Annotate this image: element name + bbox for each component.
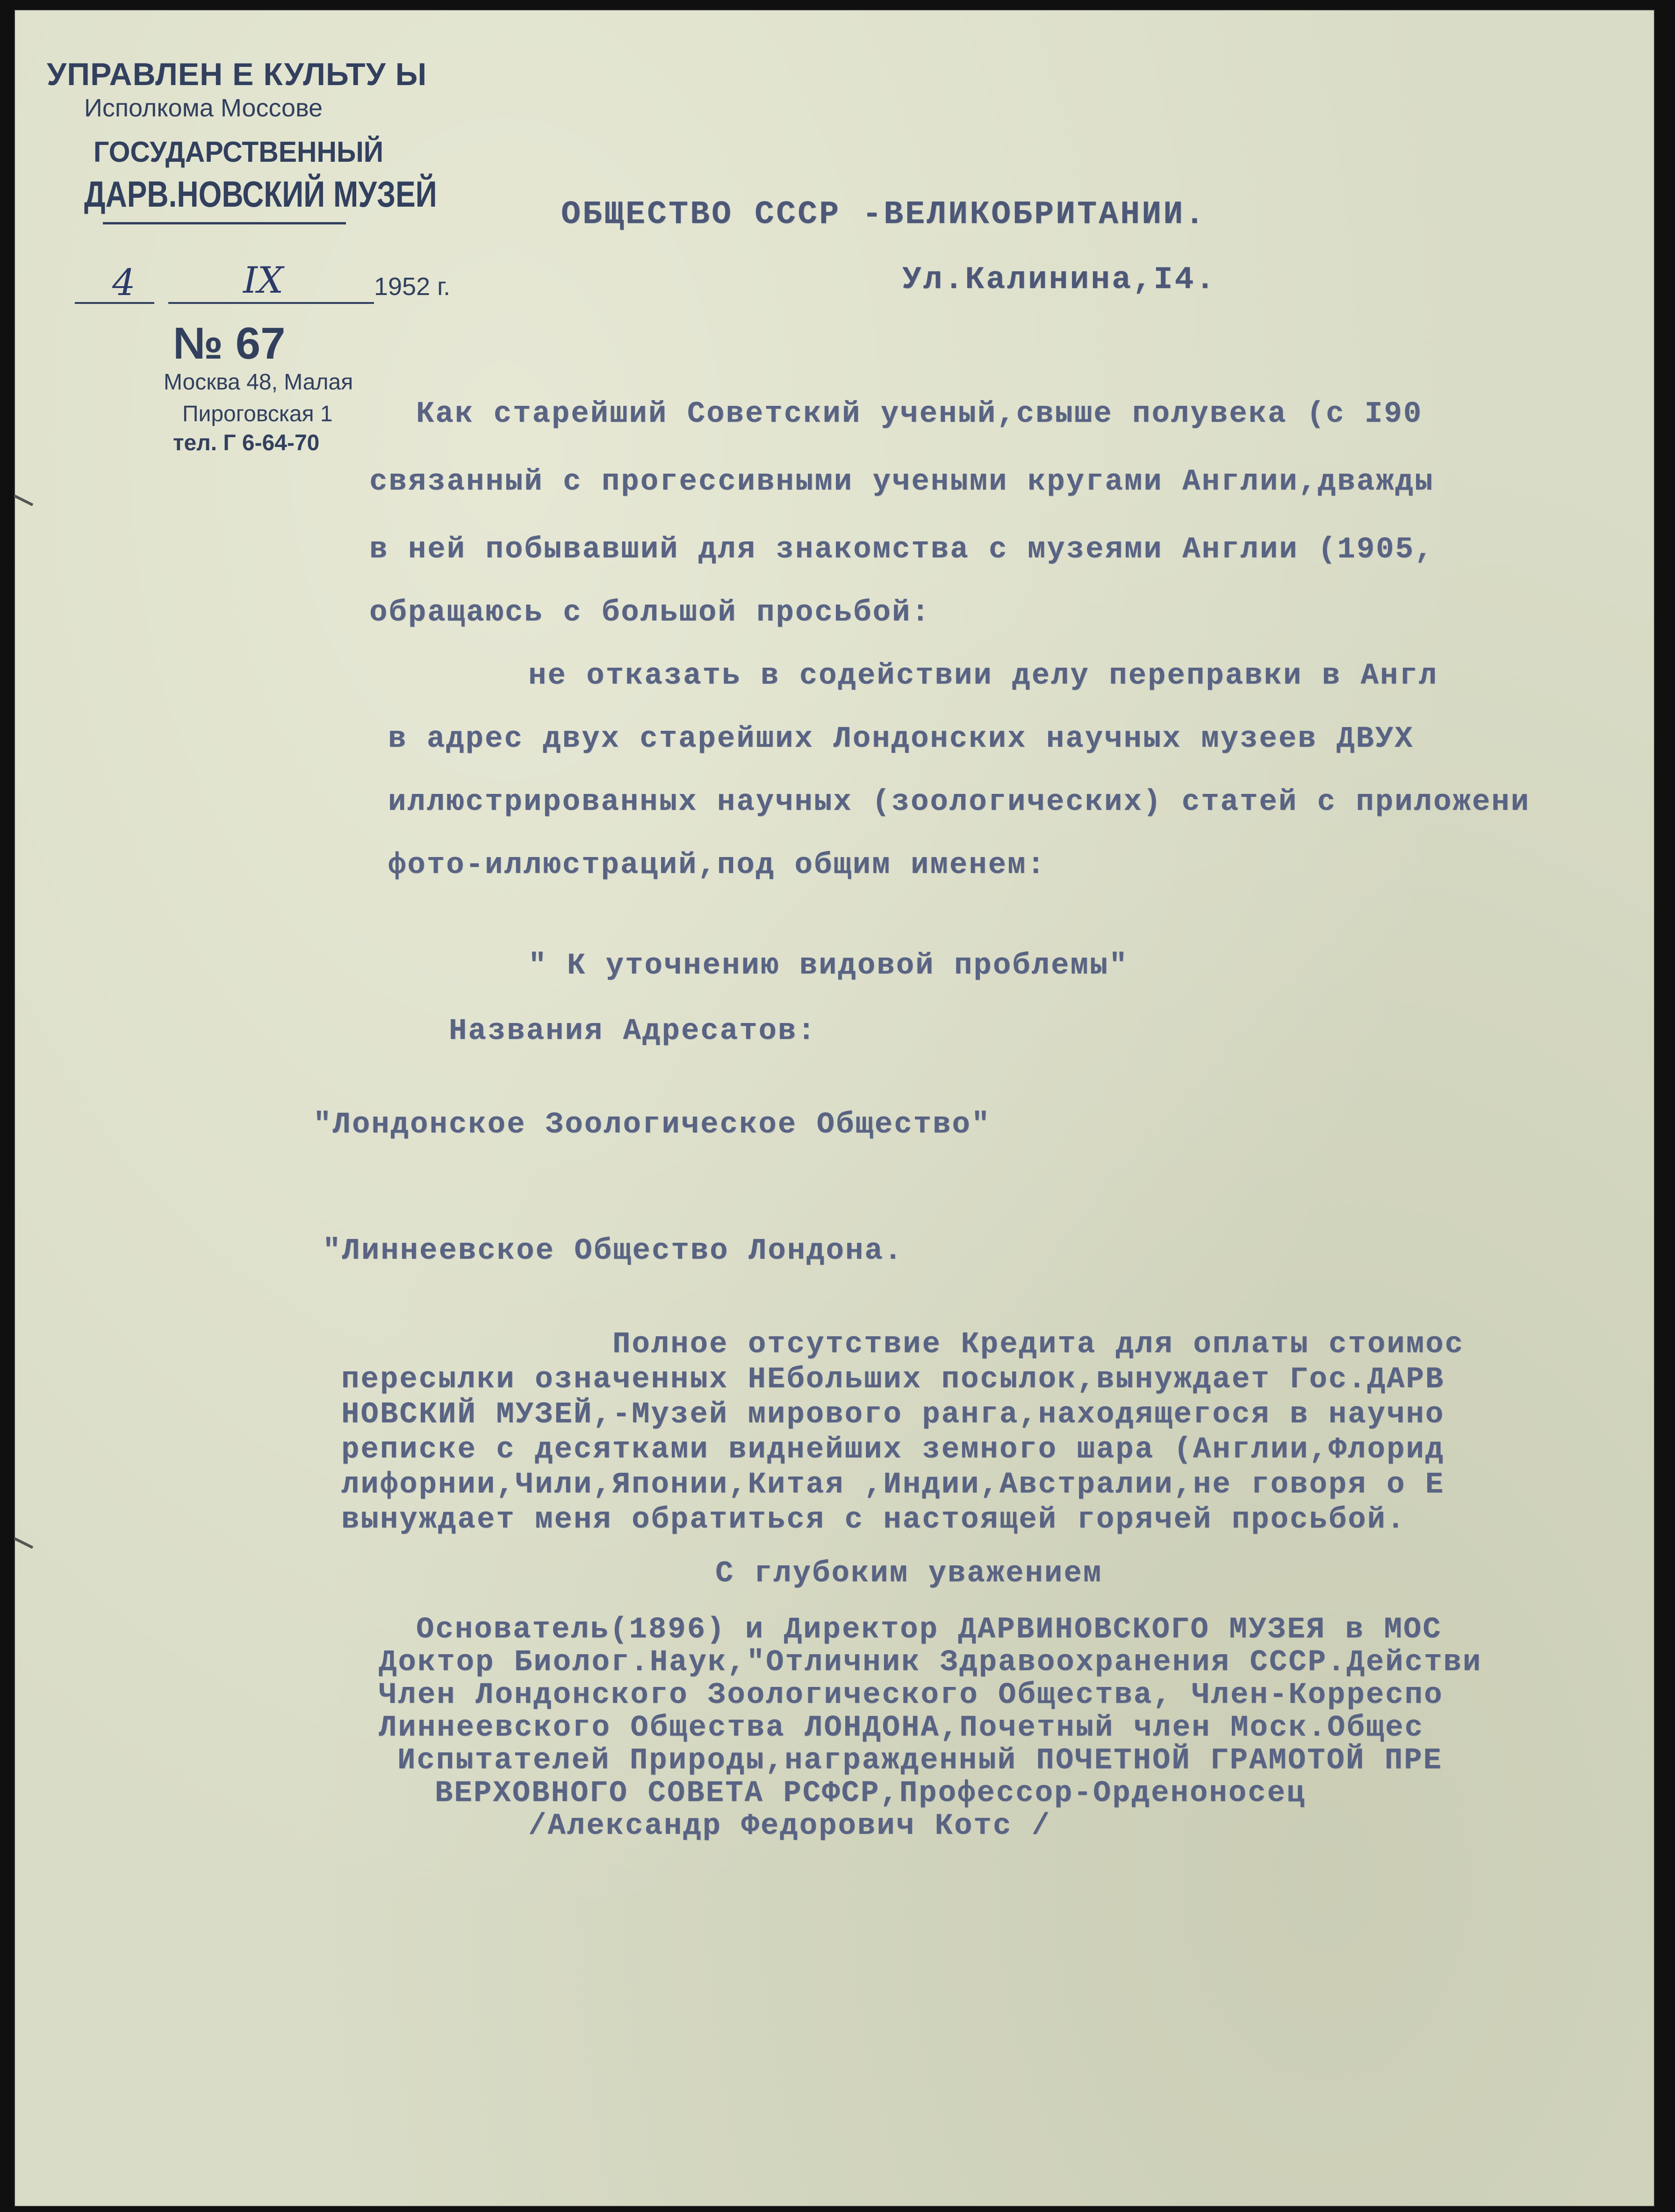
stamp-number-text: № 67 [173, 318, 286, 368]
stamp-address-1: Москва 48, Малая [164, 370, 353, 395]
paragraph-1-line-1: Как старейший Советский ученый,свыше полувека (с I90 [416, 397, 1423, 431]
stamp-line-4: ДАРВ.НОВСКИЙ МУЗЕЙ [84, 173, 437, 215]
paragraph-1-line-2: связанный с прогессивными учеными кругами Англии,дважды [369, 465, 1434, 499]
signature-line-3: Член Лондонского Зоологического Общества, Член-Корреспо [379, 1679, 1444, 1712]
signature-line-5: Испытателей Природы,награжденный ПОЧЕТНОЙ ГРАМОТОЙ ПРЕ [397, 1744, 1443, 1778]
stamp-line-3: ГОСУДАРСТВЕННЫЙ [93, 136, 384, 168]
paragraph-1-line-3: в ней побывавший для знакомства с музеями Англии (1905, [369, 533, 1434, 567]
recipient-heading: ОБЩЕСТВО СССР -ВЕЛИКОБРИТАНИИ. [561, 196, 1207, 233]
paragraph-3-line-1: Полное отсутствие Кредита для оплаты стоимос [612, 1328, 1464, 1362]
addressee-2: "Линнеевское Общество Лондона. [323, 1234, 904, 1268]
stamp-date-year: 1952 г. [374, 273, 451, 301]
article-title: " К уточнению видовой проблемы" [528, 949, 1129, 983]
stamp-line-2: Исполкома Моссове [84, 94, 323, 122]
signature-line-7: /Александр Федорович Котс / [528, 1809, 1051, 1843]
paragraph-3-line-6: вынуждает меня обратиться с настоящей горячей просьбой. [341, 1503, 1406, 1537]
stamp-date [75, 259, 451, 304]
paragraph-3-line-4: реписке с десятками виднейших земного шара (Англии,Флорид [341, 1433, 1445, 1467]
signature-line-4: Линнеевского Общества ЛОНДОНА,Почетный член Моск.Общес [379, 1711, 1424, 1745]
paragraph-1-line-4: обращаюсь с большой просьбой: [369, 596, 931, 630]
stamp-address-2: Пироговская 1 [182, 402, 333, 426]
closing-line: С глубоким уважением [715, 1557, 1103, 1591]
paragraph-2-line-1: не отказать в содействии делу переправки в Англ [528, 659, 1438, 693]
signature-line-2: Доктор Биолог.Наук,"Отличник Здравоохранения СССР.Действи [379, 1646, 1482, 1679]
paragraph-3-line-5: лифорнии,Чили,Японии,Китая ,Индии,Австралии,не говоря о Е [341, 1468, 1445, 1502]
museum-registration-stamp [33, 42, 451, 463]
addressees-label: Названия Адресатов: [449, 1015, 817, 1048]
recipient-address: Ул.Калинина,I4. [902, 262, 1217, 298]
document-page [14, 9, 1655, 2207]
paragraph-2-line-2: в адрес двух старейших Лондонских научных музеев ДВУХ [388, 722, 1414, 756]
stamp-date-day: 4 [112, 262, 136, 304]
stamp-number [173, 318, 285, 369]
paragraph-3-line-2: пересылки означенных НЕбольших посылок,вынуждает Гос.ДАРВ [341, 1363, 1445, 1397]
stamp-rule [103, 222, 346, 224]
stamp-line-1: УПРАВЛЕН Е КУЛЬТУ Ы [47, 57, 427, 92]
paragraph-3-line-3: НОВСКИЙ МУЗЕЙ,-Музей мирового ранга,находящегося в научно [341, 1398, 1445, 1432]
paragraph-2-line-4: фото-иллюстраций,под общим именем: [388, 849, 1046, 882]
paragraph-2-line-3: иллюстрированных научных (зоологических) статей с приложени [388, 785, 1530, 819]
stamp-phone: тел. Г 6-64-70 [173, 431, 320, 455]
signature-line-1: Основатель(1896) и Директор ДАРВИНОВСКОГО МУЗЕЯ в МОС [416, 1613, 1442, 1647]
addressee-1: "Лондонское Зоологическое Общество" [313, 1108, 991, 1142]
stamp-date-month: IX [243, 259, 284, 302]
signature-line-6: ВЕРХОВНОГО СОВЕТА РСФСР,Профессор-Орденоносец [435, 1777, 1306, 1810]
